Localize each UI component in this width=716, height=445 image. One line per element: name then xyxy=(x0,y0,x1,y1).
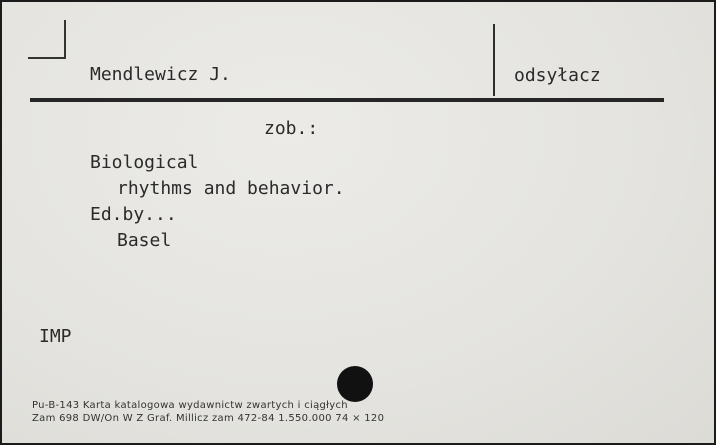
corner-mark-vertical xyxy=(64,20,66,58)
see-reference: zob.: xyxy=(264,118,319,139)
header-divider xyxy=(493,24,495,96)
corner-mark-horizontal xyxy=(28,57,66,59)
reference-line-1: Biological xyxy=(90,152,199,173)
printer-imprint-line-1: Pu-B-143 Karta katalogowa wydawnictw zwartych i ciągłych xyxy=(32,400,348,411)
card-type-label: odsyłacz xyxy=(514,65,601,86)
author-name: Mendlewicz J. xyxy=(90,64,231,85)
imp-stamp: IMP xyxy=(39,326,72,347)
catalog-card xyxy=(2,2,714,443)
reference-line-2: rhythms and behavior. xyxy=(117,178,345,199)
reference-line-4: Basel xyxy=(117,230,172,251)
printer-imprint-line-2: Zam 698 DW/On W Z Graf. Millicz zam 472-84 1.550.000 74 × 120 xyxy=(32,413,385,424)
reference-line-3: Ed.by... xyxy=(90,204,177,225)
punch-hole xyxy=(337,366,373,402)
header-rule xyxy=(30,98,664,102)
